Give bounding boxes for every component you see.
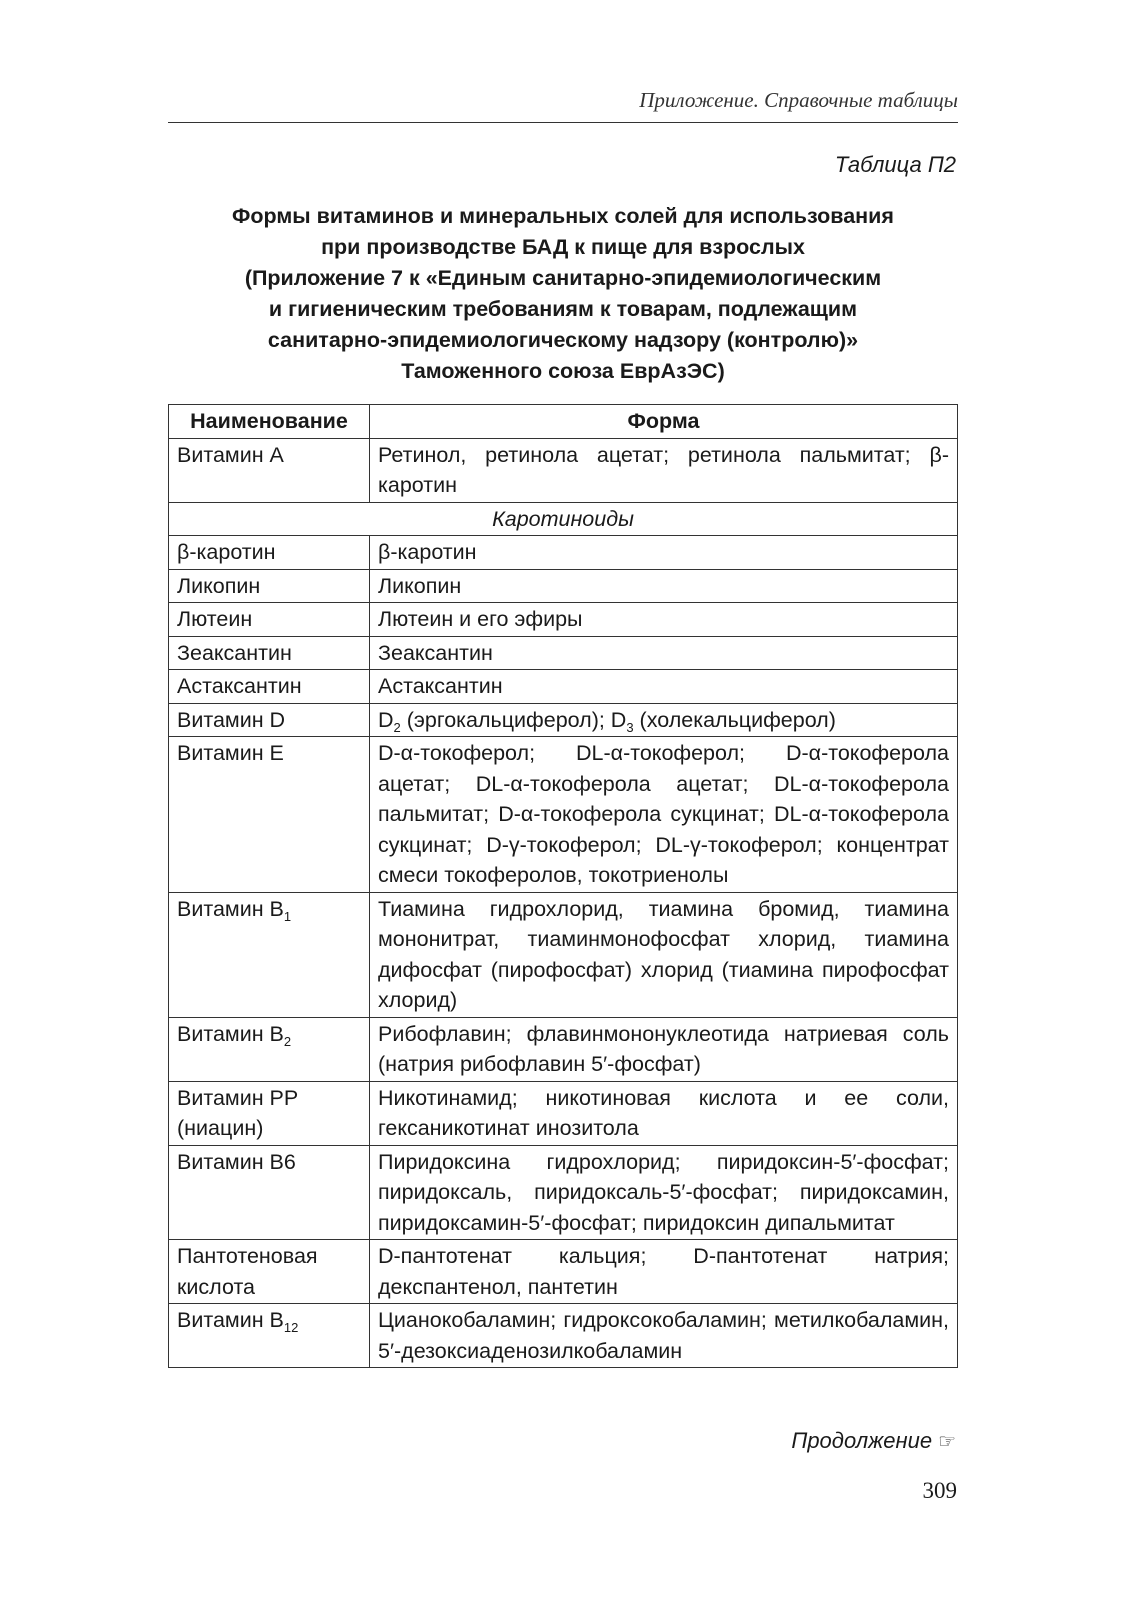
table-row — [169, 1304, 958, 1368]
row-form — [370, 703, 958, 737]
subscript: 2 — [393, 719, 401, 735]
vitamins-forms-table — [168, 404, 958, 1368]
table-header-row — [169, 405, 958, 439]
row-name: Витамин А — [169, 438, 370, 502]
table-row — [169, 670, 958, 704]
row-form: Рибофлавин; флавинмононуклеотида натриевая соль (натрия рибофлавин 5′-фосфат) — [370, 1017, 958, 1081]
title-line: (Приложение 7 к «Единым санитарно-эпидемиологическим — [244, 266, 882, 290]
row-name: Витамин Е — [169, 737, 370, 893]
table-row — [169, 536, 958, 570]
table-row — [169, 636, 958, 670]
title-line: и гигиеническим требованиям к товарам, подлежащим — [268, 297, 858, 321]
group-row — [169, 502, 958, 536]
table-row — [169, 892, 958, 1017]
row-name: Зеаксантин — [169, 636, 370, 670]
table-row — [169, 703, 958, 737]
row-form: D-пантотенат кальция; D-пантотенат натрия; декспантенол, пантетин — [370, 1240, 958, 1304]
column-header-name: Наименование — [169, 405, 370, 439]
table-row — [169, 603, 958, 637]
title-line: Формы витаминов и минеральных солей для использования — [232, 204, 894, 228]
row-form: Лютеин и его эфиры — [370, 603, 958, 637]
row-form: Зеаксантин — [370, 636, 958, 670]
subscript: 1 — [283, 908, 292, 924]
table-row — [169, 1240, 958, 1304]
form-text: (эргокальциферол); D — [400, 707, 627, 732]
name-text: Витамин В — [177, 896, 284, 921]
row-name: Ликопин — [169, 569, 370, 603]
continuation-note — [700, 1428, 956, 1454]
column-header-form: Форма — [370, 405, 958, 439]
title-line: при производстве БАД к пище для взрослых — [321, 235, 805, 259]
row-name: Витамин РР (ниацин) — [169, 1081, 370, 1145]
subscript: 12 — [283, 1320, 299, 1335]
row-form: Пиридоксина гидрохлорид; пиридоксин-5′-фосфат; пиридоксаль, пиридоксаль-5′-фосфат; пиридоксамин, пиридоксамин-5′-фосфат; пиридоксин дипальмитат — [370, 1145, 958, 1240]
page-number: 309 — [922, 1478, 957, 1503]
form-text: D — [378, 707, 394, 732]
title-line: санитарно-эпидемиологическому надзору (контролю)» — [267, 328, 859, 352]
subscript: 3 — [626, 719, 634, 735]
row-name: Астаксантин — [169, 670, 370, 704]
row-form: Ретинол, ретинола ацетат; ретинола пальмитат; β-каротин — [370, 438, 958, 502]
table-label: Таблица П2 — [834, 152, 956, 177]
header-rule — [168, 122, 958, 123]
row-form: D-α-токоферол; DL-α-токоферол; D-α-токоферола ацетат; DL-α-токоферола ацетат; DL-α-токоферола пальмитат; D-α-токоферола сукцинат; DL-α-токоферола сукцинат; D-γ-токоферол; DL-γ-токоферол; концентрат смеси токоферолов, токотриенолы — [370, 737, 958, 893]
table-row — [169, 1081, 958, 1145]
table-title — [168, 201, 958, 387]
row-form: Ликопин — [370, 569, 958, 603]
row-name: β-каротин — [169, 536, 370, 570]
row-name: Пантотеновая кислота — [169, 1240, 370, 1304]
title-line: Таможенного союза ЕврАзЭС) — [401, 359, 725, 383]
group-heading-carotenoids: Каротиноиды — [169, 502, 958, 536]
name-text: Витамин В — [177, 1021, 284, 1046]
row-name: Витамин В6 — [169, 1145, 370, 1240]
row-form: Астаксантин — [370, 670, 958, 704]
name-text: Витамин В — [177, 1308, 284, 1332]
row-form: Тиамина гидрохлорид, тиамина бромид, тиамина мононитрат, тиаминмонофосфат хлорид, тиамина дифосфат (пирофосфат) хлорид (тиамина пирофосфат хлорид) — [370, 892, 958, 1017]
form-text: (холекальциферол) — [633, 707, 836, 732]
row-form: Цианокобаламин; гидроксокобаламин; метилкобаламин, 5′-дезоксиаденозилкобаламин — [370, 1304, 958, 1368]
table-row — [169, 438, 958, 502]
pointing-hand-icon: ☞ — [938, 1431, 956, 1453]
table-row — [169, 1017, 958, 1081]
row-name — [169, 1304, 370, 1368]
row-name — [169, 1017, 370, 1081]
row-name: Лютеин — [169, 603, 370, 637]
table-row — [169, 737, 958, 893]
row-form: Никотинамид; никотиновая кислота и ее соли, гексаникотинат инозитола — [370, 1081, 958, 1145]
row-name — [169, 892, 370, 1017]
row-name: Витамин D — [169, 703, 370, 737]
table-row — [169, 1145, 958, 1240]
subscript: 2 — [283, 1033, 292, 1049]
continuation-label: Продолжение — [791, 1428, 933, 1453]
table-row — [169, 569, 958, 603]
running-head: Приложение. Справочные таблицы — [639, 88, 958, 112]
row-form: β-каротин — [370, 536, 958, 570]
